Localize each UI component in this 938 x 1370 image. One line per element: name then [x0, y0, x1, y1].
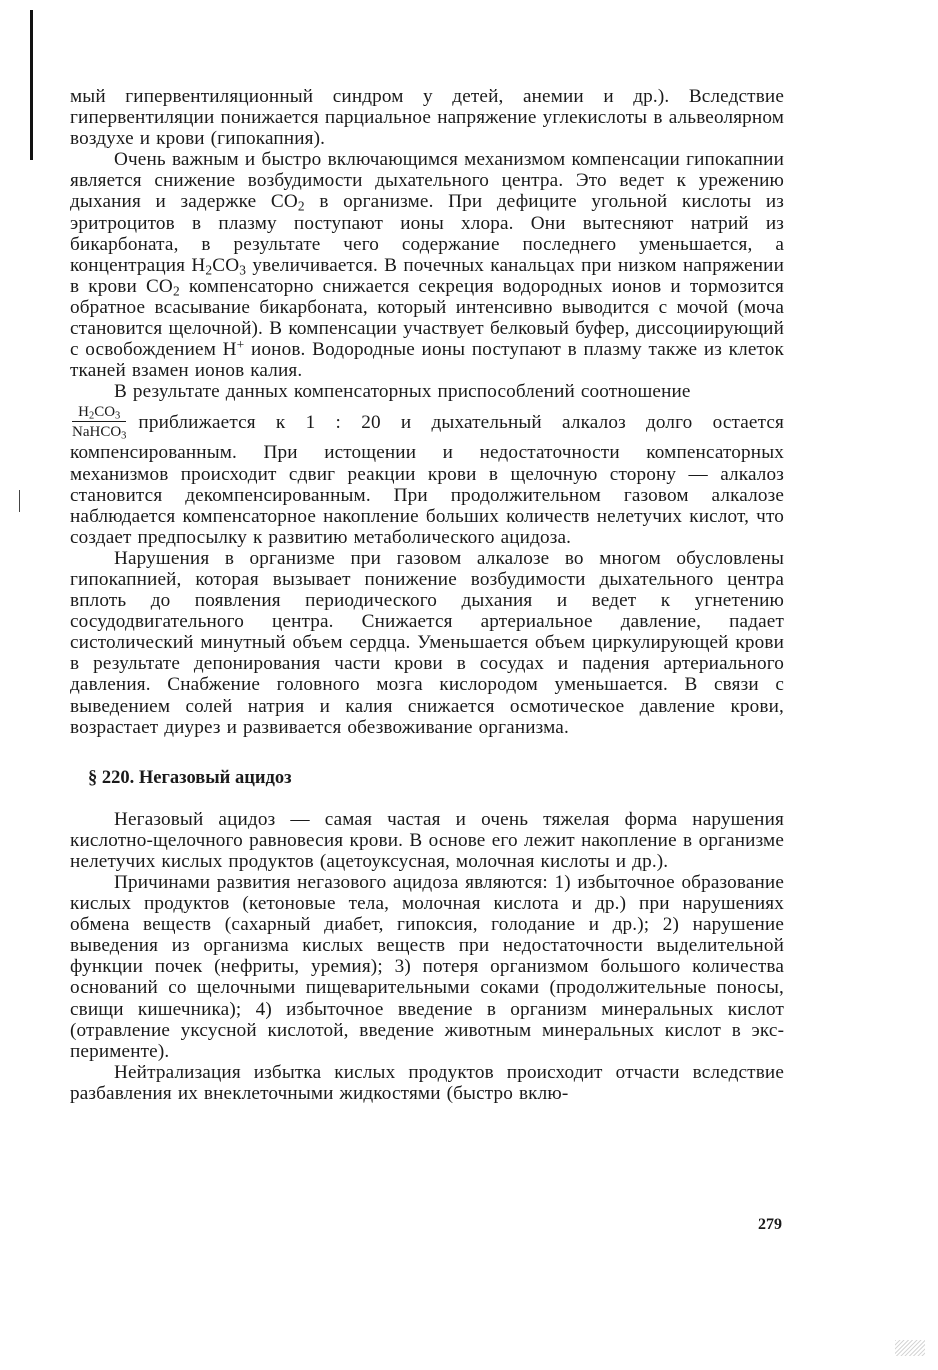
fraction-numerator: $H_2CO_3$ [72, 404, 126, 422]
paragraph-p3: В результате данных компенсаторных приспособлений соотношение [114, 381, 691, 403]
ratio-fraction [70, 404, 128, 443]
ratio-formula-line [70, 404, 784, 443]
scan-edge-mark [30, 10, 33, 160]
section-heading: § 220. Негазовый ацидоз [88, 767, 292, 788]
scan-smudge [895, 1340, 925, 1356]
page-body [70, 86, 784, 1104]
page-number: 279 [758, 1216, 782, 1233]
scan-edge-mark-small [19, 490, 20, 512]
text-block-top [70, 86, 784, 402]
text-block-middle [70, 442, 784, 737]
text-block-section [70, 809, 784, 1104]
paragraph-p2: Очень важным и быстро включающимся механизмом компенсации гипокапнии является снижение возбудимости дыхательного центра. Это ведет к урежению дыхания и задержке $CO_2$ в организме. При дефиците угольной кислоты из эритроцитов в плазму поступают ионы хлора. Они вытесняют натрий из бикарбоната, в результате чего содержание последнего уменьшается, а концентрация $H_2CO_3$ увеличивается. В почечных канальцах при низком напряжении в крови $CO_2$ компенсаторно снижается секреция водородных ионов и тормозится обратное всасывание бикарбоната, который интенсивно выводится с мочой (моча становится щелочной). В компенсации участвует белковый буфер, диссоциирующий с освобождением H+ ионов. Водородные ионы поступают в плазму также из клеток тканей взамен ионов калия. [70, 149, 785, 382]
paragraph-p4: Нарушения в организме при газовом алкалозе во многом обусловлены гипокапнией, которая вызывает понижение возбудимости дыхательного центра вплоть до появления периодического дыхания и ведет к угнетению сосудодвигательного центра. Снижается артериальное давление, падает систолический минутный объем сердца. Уменьшается объем циркулирующей крови в результате депонирования части крови в сосудах и падения артериального давления. Снабжение головного мозга кислородом уменьшается. В связи с выведением солей натрия и калия снижается осмотическое давление крови, возрастает диурез и развивается обезвоживание организма. [70, 547, 784, 738]
paragraph-s3: Нейтрализация избытка кислых продуктов происходит отчасти вследствие разбавления их внеклеточными жидкостями (быстро вклю- [70, 1061, 784, 1104]
paragraph-p1: мый гипервентиляционный синдром у детей, анемии и др.). Вследствие гипервентиляции понижается парциальное напряжение углекислоты в альвеолярном воздухе и крови (гипокапния). [70, 86, 784, 150]
formula-continuation-text: приближается к 1 : 20 и дыхательный алкалоз долго остается [138, 411, 784, 433]
paragraph-p3b: компенсированным. При истощении и недостаточности компенсаторных механизмов происходит сдвиг реакции крови в щелочную сторону — алкалоз становится декомпенсированным. При продолжительном газовом алкалозе наблюдается компенсаторное накопление больших количеств нелетучих кислот, что создает предпосылку к развитию метаболического ацидоза. [70, 442, 784, 548]
fraction-denominator: NaHCO$_3$ [72, 424, 127, 443]
paragraph-s1: Негазовый ацидоз — самая частая и очень тяжелая форма нарушения кислотно-щелочного равновесия крови. В основе его лежит накопление в организме нелетучих кислых продуктов (ацетоуксусная, молочная кислоты и др.). [70, 808, 784, 872]
paragraph-s2: Причинами развития негазового ацидоза являются: 1) избыточное образование кислых продуктов (кетоновые тела, молочная кислота и др.) при нарушениях обмена веществ (сахарный диабет, гипоксия, голодание и др.); 2) нарушение выведения из организма кислых веществ при недостаточности выделительной функции почек (нефриты, уремия); 3) потеря организмом большого количества оснований со щелочными пищеварительными соками (продолжительные поносы, свищи кишечника); 4) избыточное введение в организм минеральных кислот (отравление уксусной кислотой, введение животным минеральных кислот в эксперименте). [70, 872, 784, 1062]
